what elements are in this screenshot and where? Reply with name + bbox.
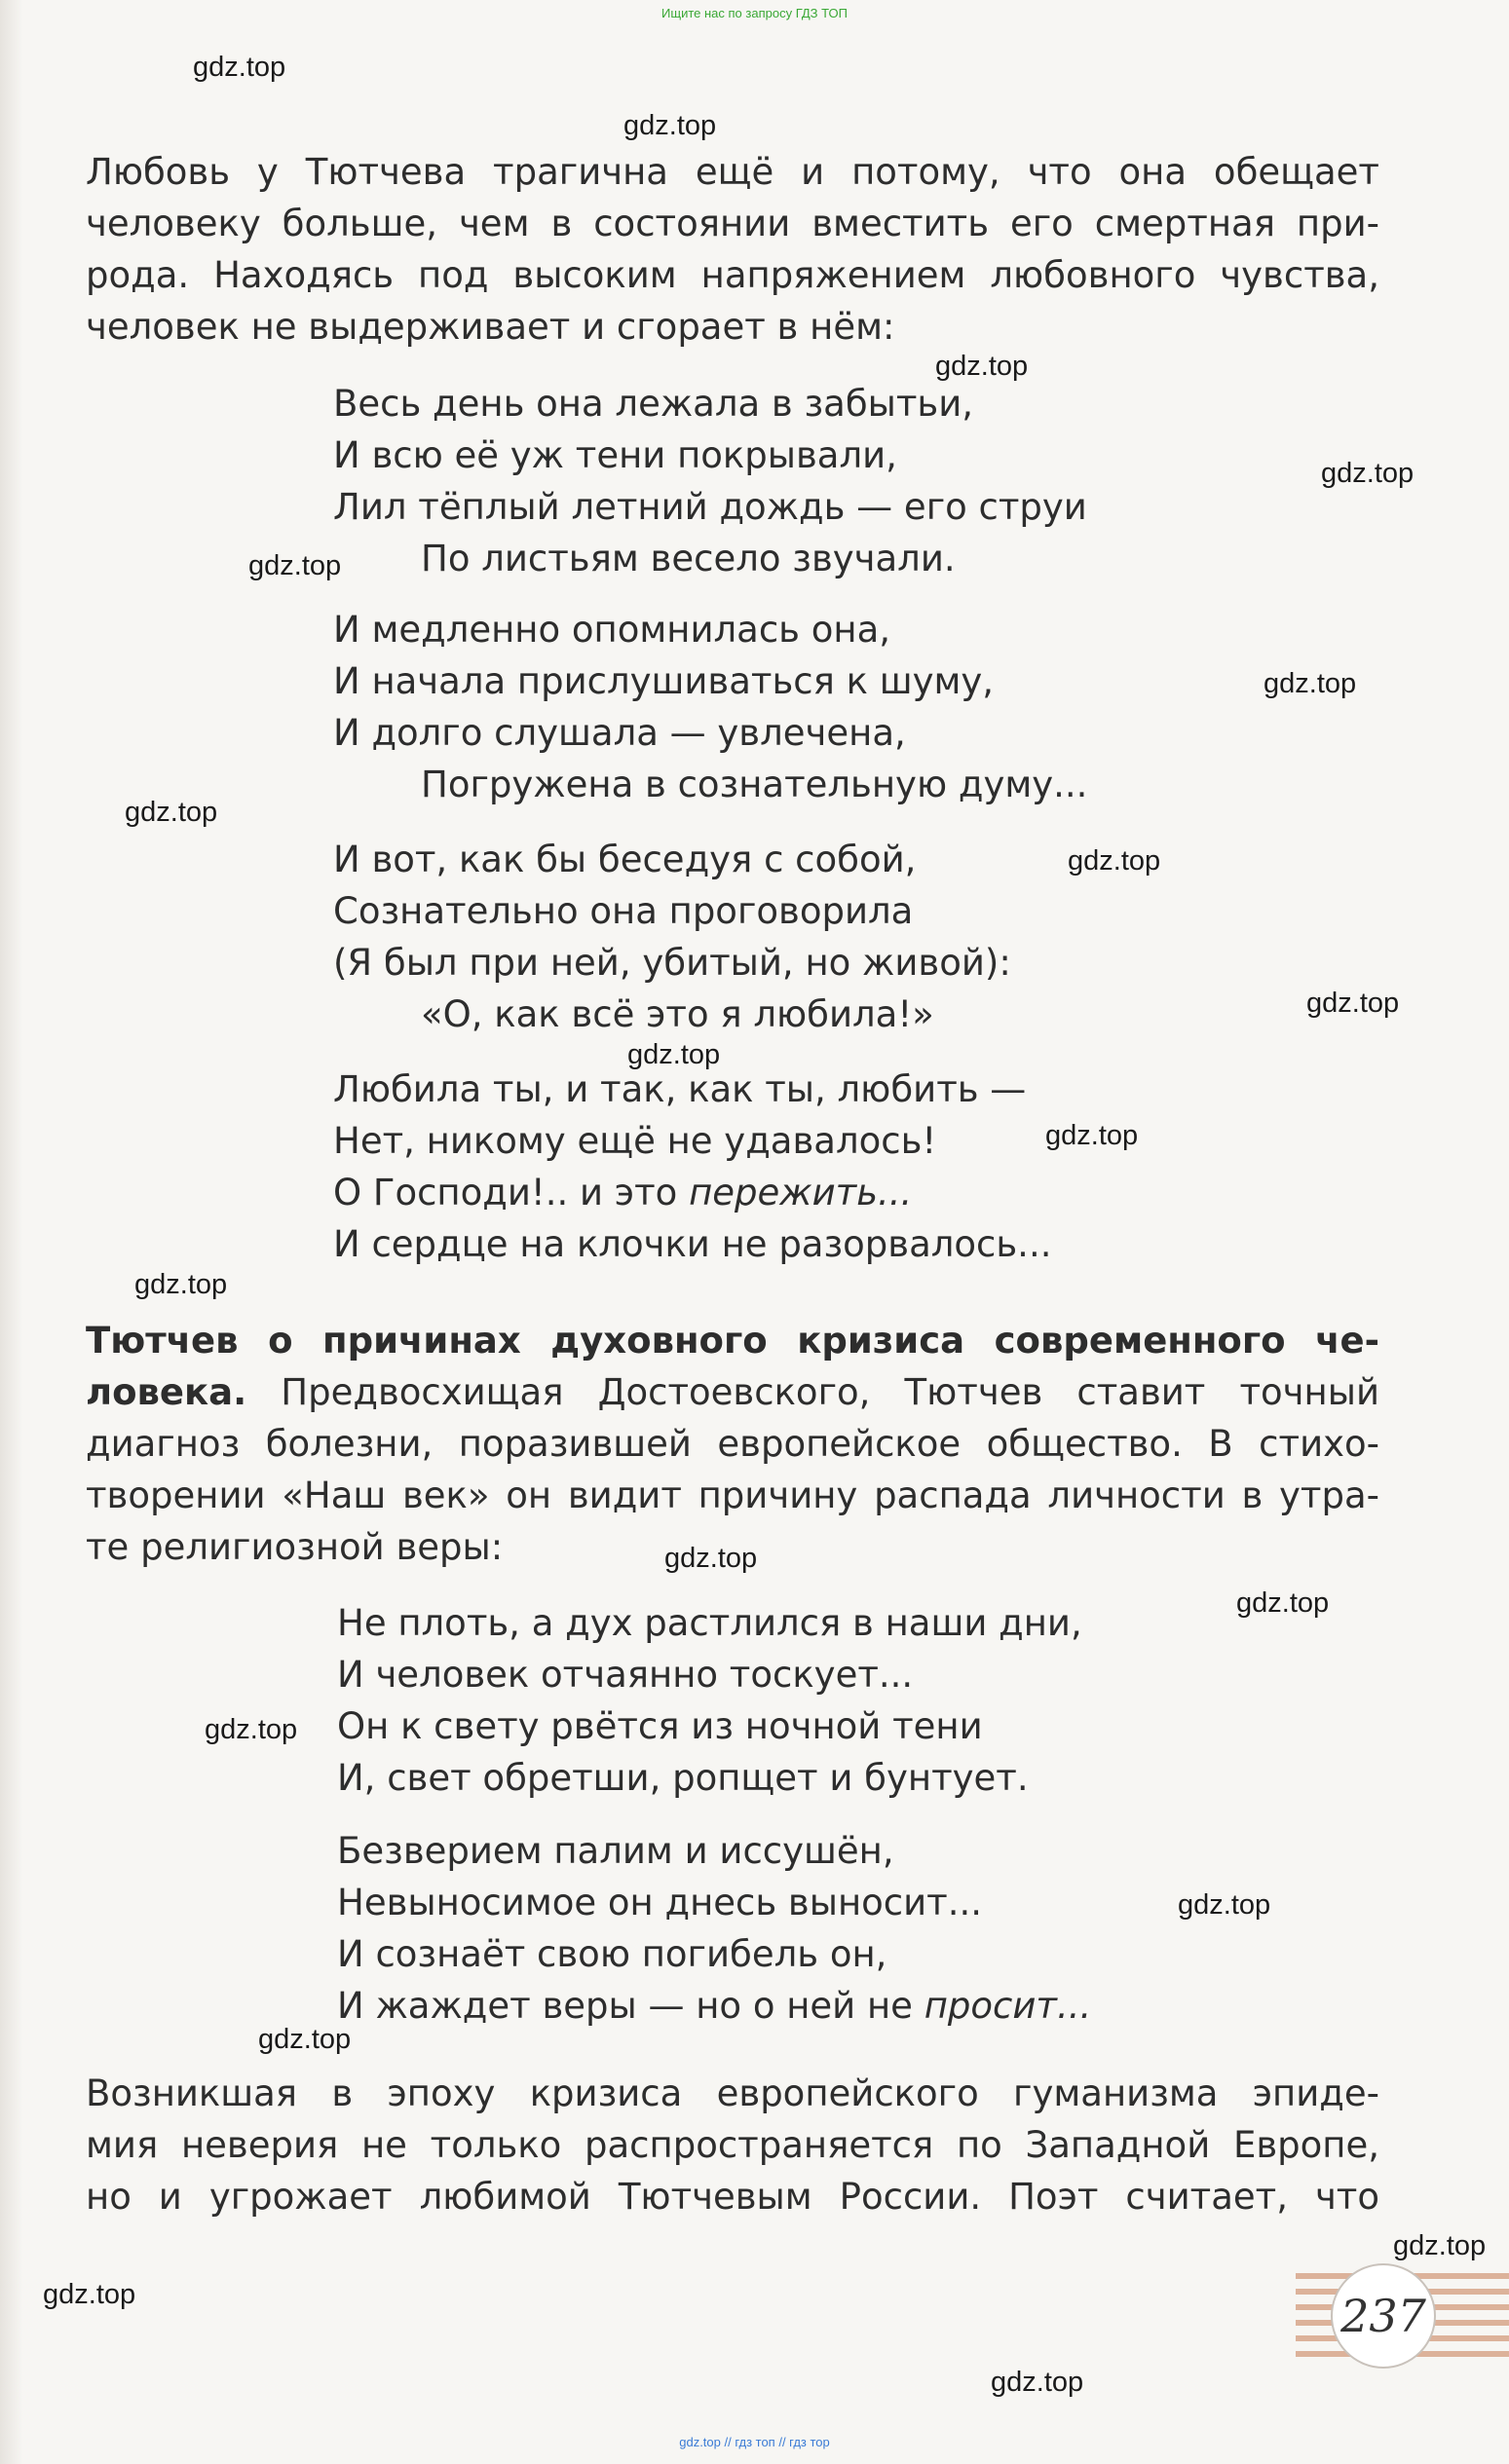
watermark: gdz.top xyxy=(1068,845,1161,877)
watermark: gdz.top xyxy=(125,797,218,828)
poem-line: И вот, как бы беседуя с собой, xyxy=(333,839,917,880)
poem-stanza xyxy=(337,1597,1082,1804)
watermark: gdz.top xyxy=(193,52,286,83)
poem-line: (Я был при ней, убитый, но живой): xyxy=(333,942,1011,984)
poem-emphasis: пережить... xyxy=(689,1172,913,1213)
watermark: gdz.top xyxy=(1321,458,1415,489)
poem-line: И всю её уж тени покрывали, xyxy=(333,434,897,476)
poem-line: Безверием палим и иссушён, xyxy=(337,1830,894,1872)
poem-line xyxy=(337,1980,1091,2032)
poem-line: И человек отчаянно тоскует... xyxy=(337,1654,914,1696)
poem-line: И сердце на клочки не разорвалось... xyxy=(333,1223,1052,1265)
watermark: gdz.top xyxy=(1306,988,1400,1019)
poem-line: И, свет обретши, ропщет и бунтует. xyxy=(337,1757,1029,1799)
poem-emphasis: просит... xyxy=(924,1985,1092,2027)
poem-line: Не плоть, а дух растлился в наши дни, xyxy=(337,1602,1082,1644)
paragraph-intro xyxy=(86,146,1379,353)
poem-stanza xyxy=(337,1825,1091,2032)
watermark: gdz.top xyxy=(1264,668,1357,699)
poem-line: И начала прислушиваться к шуму, xyxy=(333,660,995,702)
poem-line: Любила ты, и так, как ты, любить — xyxy=(333,1068,1027,1110)
text-line: человек не выдерживает и сгорает в нём: xyxy=(86,306,895,348)
watermark: gdz.top xyxy=(134,1269,228,1300)
text-line: Любовь у Тютчева трагична ещё и потому, что она обещает xyxy=(86,151,1379,193)
poem-stanza xyxy=(333,378,1087,584)
poem-line: И медленно опомнилась она, xyxy=(333,609,891,651)
poem-line xyxy=(333,1167,1051,1218)
watermark: gdz.top xyxy=(1393,2230,1487,2261)
text-line: мия неверия не только распространяется по Западной Европе, xyxy=(86,2124,1379,2166)
poem-line: И сознаёт свою погибель он, xyxy=(337,1933,887,1975)
page-edge-shadow xyxy=(0,0,23,2464)
poem-line: По листьям весело звучали. xyxy=(421,538,956,579)
text-span: Предвосхищая Достоевского, Тютчев ставит точный xyxy=(246,1371,1379,1413)
top-banner: Ищите нас по запросу ГДЗ ТОП xyxy=(661,6,848,20)
poem-line: Весь день она лежала в забытьи, xyxy=(333,383,974,425)
poem-text: И жаждет веры — но о ней не xyxy=(337,1985,924,2027)
text-line: рода. Находясь под высоким напряжением любовного чувства, xyxy=(86,254,1379,296)
text-line: те религиозной веры: xyxy=(86,1526,504,1568)
watermark: gdz.top xyxy=(1045,1120,1139,1151)
watermark: gdz.top xyxy=(627,1039,721,1070)
watermark: gdz.top xyxy=(43,2279,136,2310)
poem-stanza xyxy=(333,1064,1051,1270)
text-line: творении «Наш век» он видит причину распада личности в утра- xyxy=(86,1475,1379,1516)
poem-text: О Господи!.. и это xyxy=(333,1172,690,1213)
text-line: диагноз болезни, поразившей европейское общество. В стихо- xyxy=(86,1423,1379,1465)
page-number: 237 xyxy=(1331,2263,1436,2369)
watermark: gdz.top xyxy=(248,550,342,581)
watermark: gdz.top xyxy=(205,1714,298,1745)
watermark: gdz.top xyxy=(664,1543,758,1574)
paragraph-closing xyxy=(86,2068,1379,2222)
bottom-banner: gdz.top // гдз топ // гдз тор xyxy=(679,2435,830,2449)
poem-line: Нет, никому ещё не удавалось! xyxy=(333,1120,937,1162)
page-number-badge xyxy=(1296,2252,1509,2378)
poem-line: Он к свету рвётся из ночной тени xyxy=(337,1705,983,1747)
poem-line: Погружена в сознательную думу... xyxy=(421,764,1088,805)
poem-line: Сознательно она проговорила xyxy=(333,890,914,932)
poem-line: Лил тёплый летний дождь — его струи xyxy=(333,486,1087,528)
section-paragraph xyxy=(86,1315,1379,1573)
text-line: но и угрожает любимой Тютчевым России. Поэт считает, что xyxy=(86,2176,1379,2218)
section-heading-end: ловека. xyxy=(86,1371,247,1413)
poem-line: И долго слушала — увлечена, xyxy=(333,712,906,754)
poem-stanza xyxy=(333,834,1011,1040)
section-heading: Тютчев о причинах духовного кризиса современного че- xyxy=(86,1320,1379,1362)
text-line: Возникшая в эпоху кризиса европейского гуманизма эпиде- xyxy=(86,2072,1379,2114)
poem-line: «О, как всё это я любила!» xyxy=(421,993,934,1035)
text-line: человеку больше, чем в состоянии вместить его смертная при- xyxy=(86,203,1379,244)
text-line xyxy=(86,1366,1379,1418)
watermark: gdz.top xyxy=(935,351,1029,382)
watermark: gdz.top xyxy=(1178,1889,1271,1921)
watermark: gdz.top xyxy=(1236,1587,1330,1619)
watermark: gdz.top xyxy=(258,2024,352,2055)
poem-line: Невыносимое он днесь выносит... xyxy=(337,1882,983,1923)
watermark: gdz.top xyxy=(623,110,717,141)
watermark: gdz.top xyxy=(991,2367,1084,2398)
poem-stanza xyxy=(333,604,1087,810)
